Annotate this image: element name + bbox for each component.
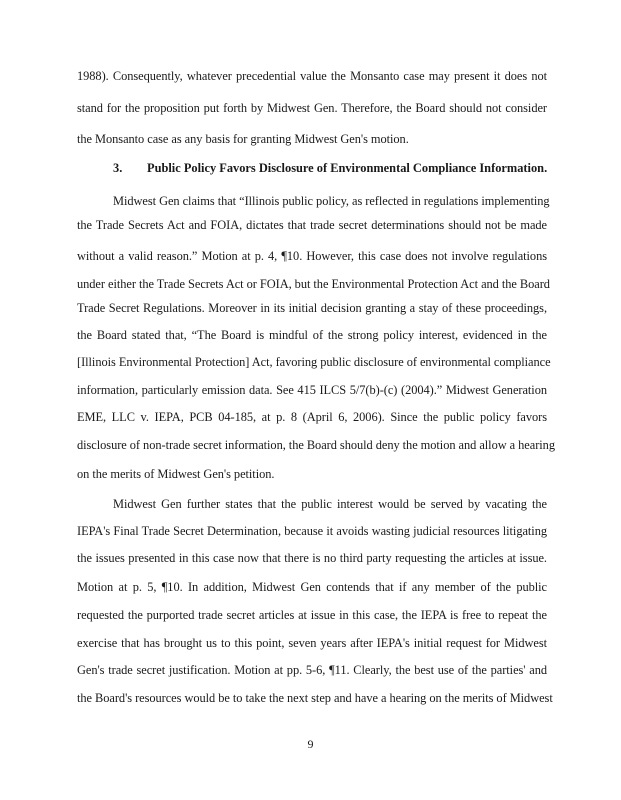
section-heading (113, 160, 553, 176)
body-line-16: IEPA's Final Trade Secret Determination, because it avoids wasting judicial resources litigating (77, 524, 547, 538)
body-line-4: Midwest Gen claims that “Illinois public policy, as reflected in regulations implementing (113, 194, 550, 208)
section-number: 3. (113, 161, 123, 175)
body-line-14: on the merits of Midwest Gen's petition. (77, 467, 275, 481)
body-line-6: without a valid reason.” Motion at p. 4, ¶10. However, this case does not involve regulations (77, 249, 547, 263)
body-line-13: disclosure of non-trade secret information, the Board should deny the motion and allow a hearing (77, 438, 555, 452)
body-line-15: Midwest Gen further states that the public interest would be served by vacating the (113, 497, 547, 511)
body-line-12: EME, LLC v. IEPA, PCB 04-185, at p. 8 (April 6, 2006). Since the public policy favors (77, 410, 547, 424)
body-line-21: Gen's trade secret justification. Motion at pp. 5-6, ¶11. Clearly, the best use of the parties' and (77, 663, 547, 677)
body-line-1: 1988). Consequently, whatever precedential value the Monsanto case may present it does not (77, 69, 547, 83)
body-line-22: the Board's resources would be to take the next step and have a hearing on the merits of Midwest (77, 691, 553, 705)
body-line-11: information, particularly emission data. See 415 ILCS 5/7(b)-(c) (2004).” Midwest Generation (77, 383, 547, 397)
body-line-18: Motion at p. 5, ¶10. In addition, Midwest Gen contends that if any member of the public (77, 580, 547, 594)
body-line-5: the Trade Secrets Act and FOIA, dictates that trade secret determinations should not be made (77, 218, 547, 232)
body-line-7: under either the Trade Secrets Act or FOIA, but the Environmental Protection Act and the Board (77, 277, 550, 291)
body-line-19: requested the purported trade secret articles at issue in this case, the IEPA is free to repeat the (77, 608, 547, 622)
section-title: Public Policy Favors Disclosure of Environmental Compliance Information. (147, 161, 548, 175)
body-line-17: the issues presented in this case now that there is no third party requesting the articles at issue. (77, 551, 547, 565)
body-line-8: Trade Secret Regulations. Moreover in its initial decision granting a stay of these proceedings, (77, 301, 547, 315)
body-line-3: the Monsanto case as any basis for granting Midwest Gen's motion. (77, 132, 409, 146)
page-number: 9 (307, 737, 314, 751)
body-line-10: [Illinois Environmental Protection] Act, favoring public disclosure of environmental compliance (77, 355, 551, 369)
body-line-2: stand for the proposition put forth by Midwest Gen. Therefore, the Board should not consider (77, 101, 547, 115)
body-line-20: exercise that has brought us to this point, seven years after IEPA's initial request for Midwest (77, 636, 547, 650)
body-line-9: the Board stated that, “The Board is mindful of the strong policy interest, evidenced in the (77, 328, 547, 342)
